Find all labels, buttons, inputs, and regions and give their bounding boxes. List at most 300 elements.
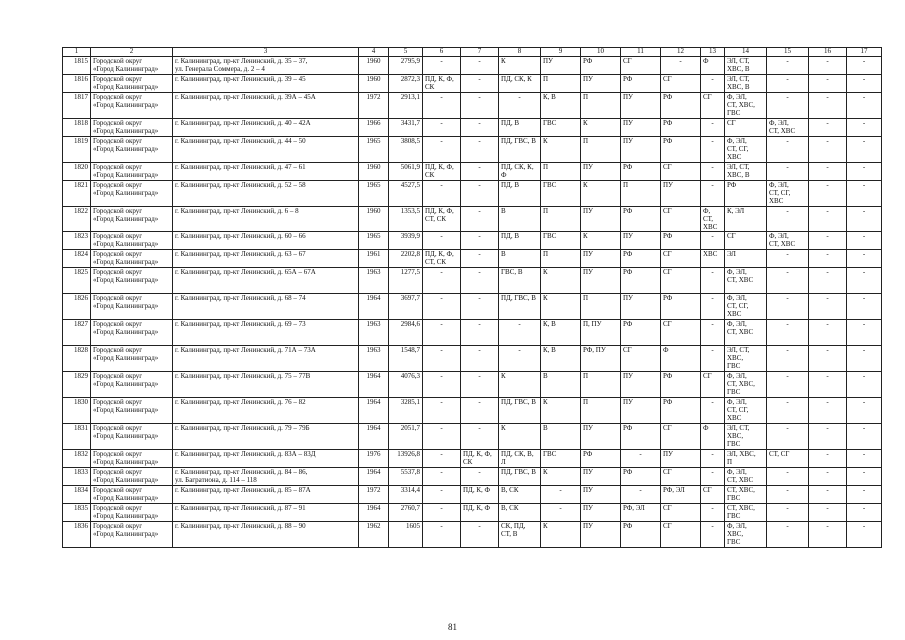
- table-row: [63, 119, 882, 137]
- table-cell: Ф, ЭЛ, СТ, ХВС: [725, 320, 767, 346]
- table-cell: ПД, СК, К: [499, 75, 541, 93]
- table-cell: -: [461, 181, 499, 207]
- table-cell: -: [701, 398, 725, 424]
- table-cell: -: [809, 346, 847, 372]
- table-cell: СТ, ХВС, ГВС: [725, 486, 767, 504]
- table-cell: -: [767, 468, 809, 486]
- page-number: 81: [448, 622, 457, 632]
- column-header: 6: [423, 48, 461, 57]
- table-cell: Городской округ «Город Калининград»: [91, 268, 173, 294]
- table-cell: 1826: [63, 294, 91, 320]
- table-cell: -: [809, 320, 847, 346]
- table-cell: -: [499, 320, 541, 346]
- table-row: [63, 346, 882, 372]
- table-cell: 1828: [63, 346, 91, 372]
- table-cell: 1815: [63, 57, 91, 75]
- table-cell: В: [541, 372, 581, 398]
- table-cell: 1825: [63, 268, 91, 294]
- table-cell: СГ: [621, 57, 661, 75]
- table-cell: ПД, ГВС, В: [499, 398, 541, 424]
- table-row: [63, 250, 882, 268]
- table-cell: -: [541, 504, 581, 522]
- table-cell: П: [541, 75, 581, 93]
- table-cell: Городской округ «Город Калининград»: [91, 294, 173, 320]
- table-cell: РФ: [621, 320, 661, 346]
- table-cell: 2202,8: [389, 250, 423, 268]
- table-cell: -: [423, 468, 461, 486]
- table-cell: К: [499, 57, 541, 75]
- table-cell: 1823: [63, 232, 91, 250]
- table-cell: К: [541, 468, 581, 486]
- table-cell: -: [847, 232, 882, 250]
- table-cell: -: [809, 57, 847, 75]
- table-cell: Ф, ЭЛ, СТ, СГ, ХВС: [725, 398, 767, 424]
- table-cell: РФ: [661, 93, 701, 119]
- table-cell: -: [847, 119, 882, 137]
- table-cell: -: [847, 522, 882, 548]
- table-cell: -: [423, 57, 461, 75]
- table-cell: СК, ПД, СТ, В: [499, 522, 541, 548]
- table-cell: -: [423, 450, 461, 468]
- table-cell: -: [423, 268, 461, 294]
- table-cell: -: [423, 372, 461, 398]
- table-cell: ЭЛ: [725, 250, 767, 268]
- table-cell: ПД, К, Ф, СТ, СК: [423, 207, 461, 232]
- table-cell: -: [847, 320, 882, 346]
- table-cell: ПУ: [661, 450, 701, 468]
- table-cell: СГ: [701, 93, 725, 119]
- table-cell: -: [701, 320, 725, 346]
- table-cell: 1834: [63, 486, 91, 504]
- table-row: [63, 232, 882, 250]
- table-cell: ПУ: [661, 181, 701, 207]
- table-cell: ЭЛ, СТ, ХВС, В: [725, 57, 767, 75]
- table-cell: -: [423, 504, 461, 522]
- table-row: [63, 398, 882, 424]
- table-cell: 1819: [63, 137, 91, 163]
- table-cell: 1548,7: [389, 346, 423, 372]
- table-cell: г. Калининград, пр-кт Ленинский, д. 47 – 61: [173, 163, 359, 181]
- table-cell: СГ: [621, 346, 661, 372]
- column-header: 10: [581, 48, 621, 57]
- table-cell: -: [701, 163, 725, 181]
- table-cell: К: [499, 372, 541, 398]
- table-cell: ГВС: [541, 119, 581, 137]
- table-cell: -: [847, 468, 882, 486]
- table-cell: К: [581, 119, 621, 137]
- table-cell: Городской округ «Город Калининград»: [91, 119, 173, 137]
- table-cell: ПД, К, Ф: [461, 486, 499, 504]
- table-cell: ЭЛ, ХВС, П: [725, 450, 767, 468]
- table-cell: -: [847, 181, 882, 207]
- table-cell: 1816: [63, 75, 91, 93]
- table-cell: 1972: [359, 93, 389, 119]
- table-cell: 1963: [359, 346, 389, 372]
- table-cell: 5537,8: [389, 468, 423, 486]
- table-cell: Городской округ «Город Калининград»: [91, 522, 173, 548]
- table-cell: 2795,9: [389, 57, 423, 75]
- table-cell: Городской округ «Город Калининград»: [91, 93, 173, 119]
- table-cell: 1824: [63, 250, 91, 268]
- table-cell: СГ: [701, 486, 725, 504]
- table-cell: -: [847, 57, 882, 75]
- table-row: [63, 207, 882, 232]
- table-cell: -: [809, 119, 847, 137]
- table-cell: 1964: [359, 372, 389, 398]
- table-cell: ПУ: [581, 207, 621, 232]
- table-cell: г. Калининград, пр-кт Ленинский, д. 69 – 73: [173, 320, 359, 346]
- table-cell: 1818: [63, 119, 91, 137]
- table-cell: 2872,3: [389, 75, 423, 93]
- table-cell: ПУ: [621, 137, 661, 163]
- table-cell: РФ, ЭЛ: [621, 504, 661, 522]
- table-cell: Ф, ЭЛ, СТ, СГ, ХВС: [767, 181, 809, 207]
- table-cell: г. Калининград, пр-кт Ленинский, д. 52 – 58: [173, 181, 359, 207]
- table-cell: -: [809, 398, 847, 424]
- table-cell: г. Калининград, пр-кт Ленинский, д. 39А – 45А: [173, 93, 359, 119]
- table-cell: -: [847, 268, 882, 294]
- table-cell: г. Калининград, пр-кт Ленинский, д. 35 – 37, ул. Генерала Соммера, д. 2 – 4: [173, 57, 359, 75]
- column-header: 2: [91, 48, 173, 57]
- table-cell: -: [767, 250, 809, 268]
- table-cell: П: [621, 181, 661, 207]
- table-cell: -: [541, 486, 581, 504]
- table-cell: -: [461, 294, 499, 320]
- table-cell: -: [461, 268, 499, 294]
- table-cell: Городской округ «Город Калининград»: [91, 346, 173, 372]
- table-cell: 3285,1: [389, 398, 423, 424]
- table-row: [63, 424, 882, 450]
- table-cell: ПД, В: [499, 119, 541, 137]
- table-row: [63, 93, 882, 119]
- table-cell: П: [581, 294, 621, 320]
- table-cell: ПУ: [621, 372, 661, 398]
- table-cell: ЭЛ, СТ, ХВС, В: [725, 75, 767, 93]
- table-cell: г. Калининград, пр-кт Ленинский, д. 39 – 45: [173, 75, 359, 93]
- table-cell: 5061,9: [389, 163, 423, 181]
- column-header: 4: [359, 48, 389, 57]
- table-cell: П: [541, 250, 581, 268]
- table-cell: ПД, К, Ф, СК: [423, 75, 461, 93]
- table-row: [63, 163, 882, 181]
- table-cell: ПУ: [581, 522, 621, 548]
- table-cell: ПД, К, Ф, СТ, СК: [423, 250, 461, 268]
- table-cell: -: [809, 424, 847, 450]
- column-header: 3: [173, 48, 359, 57]
- table-cell: ПД, К, Ф: [461, 504, 499, 522]
- table-cell: Ф, ЭЛ, ХВС, ГВС: [725, 522, 767, 548]
- table-cell: -: [461, 207, 499, 232]
- table-cell: 1960: [359, 163, 389, 181]
- table-cell: -: [767, 57, 809, 75]
- table-cell: СГ: [701, 372, 725, 398]
- table-cell: -: [847, 372, 882, 398]
- table-cell: -: [461, 250, 499, 268]
- table-cell: -: [621, 450, 661, 468]
- table-cell: СГ: [661, 468, 701, 486]
- table-cell: К, В: [541, 320, 581, 346]
- table-cell: ПУ: [581, 75, 621, 93]
- table-cell: ЭЛ, СТ, ХВС, ГВС: [725, 424, 767, 450]
- table-cell: -: [461, 57, 499, 75]
- table-cell: -: [767, 424, 809, 450]
- table-cell: РФ: [661, 294, 701, 320]
- table-cell: -: [701, 294, 725, 320]
- table-cell: -: [461, 424, 499, 450]
- table-cell: ГВС: [541, 181, 581, 207]
- table-row: [63, 320, 882, 346]
- table-row: [63, 522, 882, 548]
- table-cell: -: [461, 163, 499, 181]
- table-row: [63, 268, 882, 294]
- table-cell: СГ: [661, 320, 701, 346]
- table-cell: -: [767, 504, 809, 522]
- table-cell: РФ: [621, 522, 661, 548]
- table-cell: ПУ: [621, 232, 661, 250]
- table-cell: Ф, ЭЛ, СТ, ХВС: [767, 119, 809, 137]
- table-cell: -: [847, 346, 882, 372]
- table-cell: 4527,5: [389, 181, 423, 207]
- table-cell: -: [423, 93, 461, 119]
- table-cell: -: [847, 250, 882, 268]
- table-cell: РФ: [725, 181, 767, 207]
- table-row: [63, 294, 882, 320]
- table-cell: Ф, ЭЛ, СТ, ХВС, ГВС: [725, 372, 767, 398]
- table-cell: СТ, СГ: [767, 450, 809, 468]
- table-cell: РФ: [581, 450, 621, 468]
- table-cell: ГВС: [541, 450, 581, 468]
- table-cell: -: [809, 504, 847, 522]
- table-cell: -: [847, 137, 882, 163]
- table-cell: -: [767, 486, 809, 504]
- table-cell: Городской округ «Город Калининград»: [91, 424, 173, 450]
- table-cell: -: [847, 75, 882, 93]
- table-cell: 1965: [359, 181, 389, 207]
- table-cell: 2984,6: [389, 320, 423, 346]
- table-cell: 1827: [63, 320, 91, 346]
- table-cell: Ф, СТ, ХВС: [701, 207, 725, 232]
- table-cell: П: [581, 93, 621, 119]
- table-cell: В: [541, 424, 581, 450]
- table-cell: П: [541, 163, 581, 181]
- table-cell: РФ: [621, 424, 661, 450]
- table-cell: СГ: [661, 504, 701, 522]
- table-cell: -: [767, 268, 809, 294]
- column-header: 15: [767, 48, 809, 57]
- table-cell: 4076,3: [389, 372, 423, 398]
- table-cell: -: [621, 486, 661, 504]
- table-cell: 1972: [359, 486, 389, 504]
- table-cell: -: [701, 504, 725, 522]
- table-cell: К: [581, 181, 621, 207]
- table-cell: -: [809, 181, 847, 207]
- table-cell: -: [767, 346, 809, 372]
- table-cell: Городской округ «Город Калининград»: [91, 320, 173, 346]
- table-cell: -: [423, 522, 461, 548]
- table-cell: ПД, В: [499, 232, 541, 250]
- table-cell: г. Калининград, пр-кт Ленинский, д. 40 – 42А: [173, 119, 359, 137]
- table-cell: г. Калининград, пр-кт Ленинский, д. 71А – 73А: [173, 346, 359, 372]
- table-cell: -: [701, 450, 725, 468]
- table-cell: ПУ: [581, 250, 621, 268]
- table-cell: г. Калининград, пр-кт Ленинский, д. 44 – 50: [173, 137, 359, 163]
- table-cell: -: [847, 207, 882, 232]
- table-row: [63, 504, 882, 522]
- table-cell: П, ПУ: [581, 320, 621, 346]
- table-cell: В, СК: [499, 486, 541, 504]
- table-row: [63, 181, 882, 207]
- table-cell: -: [847, 294, 882, 320]
- table-cell: 1963: [359, 320, 389, 346]
- table-cell: РФ: [621, 207, 661, 232]
- table-cell: К: [541, 398, 581, 424]
- table-cell: Ф, ЭЛ, СТ, ХВС: [767, 232, 809, 250]
- table-cell: Городской округ «Город Калининград»: [91, 450, 173, 468]
- table-row: [63, 75, 882, 93]
- table-cell: -: [701, 181, 725, 207]
- table-cell: -: [423, 424, 461, 450]
- table-cell: 1960: [359, 207, 389, 232]
- table-cell: 1965: [359, 137, 389, 163]
- table-cell: РФ: [581, 57, 621, 75]
- table-cell: 1831: [63, 424, 91, 450]
- table-cell: -: [461, 346, 499, 372]
- table-cell: СГ: [661, 163, 701, 181]
- table-cell: г. Калининград, пр-кт Ленинский, д. 87 – 91: [173, 504, 359, 522]
- table-cell: г. Калининград, пр-кт Ленинский, д. 88 – 90: [173, 522, 359, 548]
- table-cell: К: [541, 294, 581, 320]
- table-cell: -: [423, 181, 461, 207]
- table-cell: Городской округ «Город Калининград»: [91, 232, 173, 250]
- table-row: [63, 372, 882, 398]
- table-cell: ПУ: [621, 93, 661, 119]
- table-cell: ПД, К, Ф, СК: [423, 163, 461, 181]
- table-cell: Городской округ «Город Калининград»: [91, 468, 173, 486]
- table-cell: РФ: [621, 250, 661, 268]
- table-cell: В, СК: [499, 504, 541, 522]
- table-cell: ГВС, В: [499, 268, 541, 294]
- table-cell: -: [767, 294, 809, 320]
- table-row: [63, 468, 882, 486]
- table-cell: 1966: [359, 119, 389, 137]
- table-cell: -: [809, 294, 847, 320]
- table-header-row: [63, 48, 882, 57]
- table-cell: -: [701, 468, 725, 486]
- table-cell: П: [581, 372, 621, 398]
- table-cell: СГ: [661, 207, 701, 232]
- table-cell: -: [809, 250, 847, 268]
- table-cell: -: [701, 137, 725, 163]
- table-cell: 1961: [359, 250, 389, 268]
- table-cell: СГ: [661, 268, 701, 294]
- column-header: 17: [847, 48, 882, 57]
- table-cell: Городской округ «Город Калининград»: [91, 163, 173, 181]
- table-cell: ПД, ГВС, В: [499, 294, 541, 320]
- table-cell: 1964: [359, 468, 389, 486]
- table-cell: К: [541, 522, 581, 548]
- table-cell: СГ: [725, 119, 767, 137]
- table-cell: ПД, СК, В, Л: [499, 450, 541, 468]
- table-cell: -: [423, 119, 461, 137]
- table-cell: РФ: [661, 137, 701, 163]
- table-cell: СГ: [661, 250, 701, 268]
- table-cell: В: [499, 207, 541, 232]
- table-cell: Городской округ «Город Калининград»: [91, 57, 173, 75]
- table-cell: 3939,9: [389, 232, 423, 250]
- table-cell: -: [423, 346, 461, 372]
- table-cell: -: [809, 450, 847, 468]
- table-cell: Ф: [701, 57, 725, 75]
- table-cell: К: [499, 424, 541, 450]
- table-cell: ПД, В: [499, 181, 541, 207]
- table-cell: ПД, ГВС, В: [499, 468, 541, 486]
- table-cell: СГ: [661, 75, 701, 93]
- table-cell: 1836: [63, 522, 91, 548]
- table-cell: РФ, ЭЛ: [661, 486, 701, 504]
- table-cell: ЭЛ, СТ, ХВС, ГВС: [725, 346, 767, 372]
- table-cell: РФ: [621, 75, 661, 93]
- table-cell: ПУ: [581, 268, 621, 294]
- table-cell: -: [701, 268, 725, 294]
- table-cell: ПД, ГВС, В: [499, 137, 541, 163]
- table-cell: -: [423, 486, 461, 504]
- table-cell: -: [809, 468, 847, 486]
- table-body: [63, 57, 882, 548]
- table-cell: РФ: [661, 398, 701, 424]
- table-cell: г. Калининград, пр-кт Ленинский, д. 6 – 8: [173, 207, 359, 232]
- table-cell: ПУ: [581, 504, 621, 522]
- table-cell: ПУ: [541, 57, 581, 75]
- table-cell: 2760,7: [389, 504, 423, 522]
- table-cell: РФ: [661, 232, 701, 250]
- table-cell: П: [581, 137, 621, 163]
- table-cell: 3314,4: [389, 486, 423, 504]
- table-cell: -: [701, 119, 725, 137]
- table-cell: 1963: [359, 268, 389, 294]
- table-cell: 1964: [359, 504, 389, 522]
- table-cell: 3808,5: [389, 137, 423, 163]
- table-cell: -: [809, 486, 847, 504]
- table-cell: 13926,8: [389, 450, 423, 468]
- table-cell: 1353,5: [389, 207, 423, 232]
- table-cell: Городской округ «Город Калининград»: [91, 504, 173, 522]
- table-cell: -: [423, 320, 461, 346]
- table-cell: ПД, К, Ф, СК: [461, 450, 499, 468]
- table-cell: 1976: [359, 450, 389, 468]
- table-cell: -: [767, 372, 809, 398]
- table-cell: -: [767, 320, 809, 346]
- table-cell: -: [767, 522, 809, 548]
- table-cell: Ф: [701, 424, 725, 450]
- table-cell: 1964: [359, 398, 389, 424]
- table-cell: г. Калининград, пр-кт Ленинский, д. 85 – 87А: [173, 486, 359, 504]
- column-header: 13: [701, 48, 725, 57]
- table-cell: г. Калининград, пр-кт Ленинский, д. 60 – 66: [173, 232, 359, 250]
- table-cell: 1964: [359, 294, 389, 320]
- table-cell: -: [809, 163, 847, 181]
- table-cell: г. Калининград, пр-кт Ленинский, д. 84 – 86, ул. Багратиона, д. 114 – 118: [173, 468, 359, 486]
- table-cell: -: [461, 232, 499, 250]
- table-cell: -: [847, 163, 882, 181]
- table-cell: -: [461, 372, 499, 398]
- table-cell: 1964: [359, 424, 389, 450]
- table-cell: Городской округ «Город Калининград»: [91, 372, 173, 398]
- table-cell: СГ: [661, 424, 701, 450]
- table-cell: -: [767, 398, 809, 424]
- table-cell: -: [847, 450, 882, 468]
- table-cell: 1965: [359, 232, 389, 250]
- table-cell: -: [461, 468, 499, 486]
